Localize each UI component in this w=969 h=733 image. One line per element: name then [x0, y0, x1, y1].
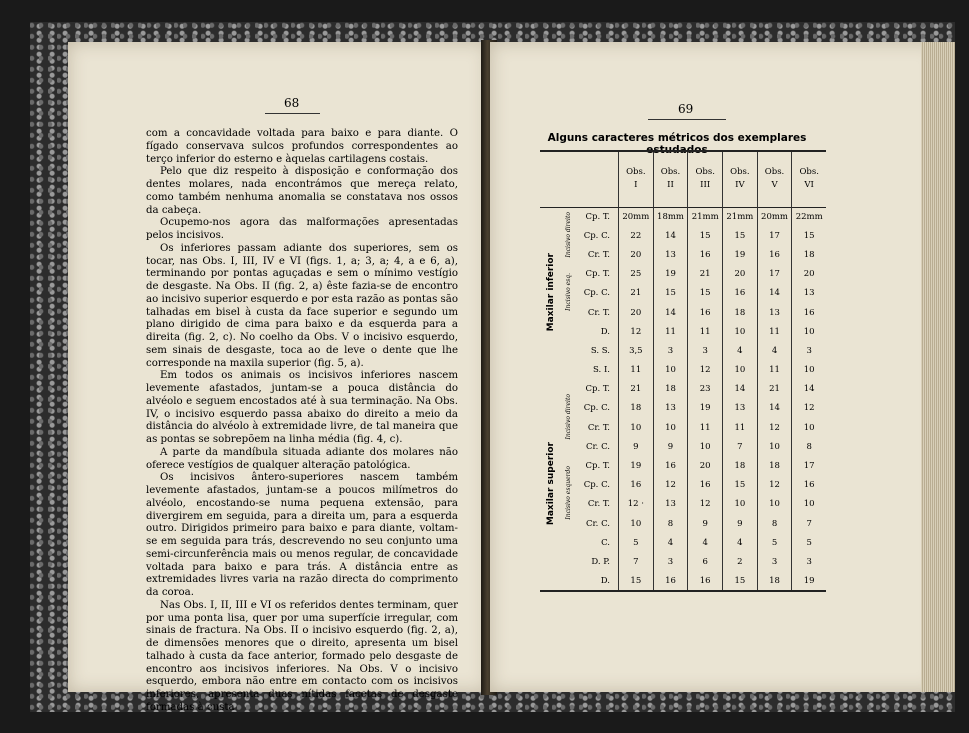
- table-cell: 13: [792, 284, 826, 303]
- table-cell: 4: [688, 533, 723, 552]
- left-page-body: [146, 128, 458, 715]
- table-cell: 11: [757, 322, 792, 341]
- row-label: C.: [601, 537, 610, 548]
- row-label: Cp. T.: [585, 211, 610, 222]
- page-number-rule-right: [648, 119, 726, 120]
- table-cell: 9: [723, 514, 758, 533]
- page-number-right: 69: [678, 102, 694, 116]
- table-cell: 15: [619, 572, 654, 591]
- table-cell: 11: [619, 361, 654, 380]
- row-label: Cr. T.: [587, 499, 610, 510]
- table-cell: 3: [653, 552, 688, 571]
- paragraph: Os inferiores passam adiante dos superiores, sem os tocar, nas Obs. I, III, IV e VI (figs. 1, a; 3, a; 4, a e 6, a), terminando por pontas aguçadas e sem o mínimo vestígio de desgaste. Na Obs. II (fig. 2, a) êste fazia-se de encontro ao incisivo superior esquerdo e por esta razão as pontas são talhadas em bisel à custa da face superior e segundo um plano dirigido de cima para baixo e da esquerda para a direita (fig. 2, c). No coelho da Obs. V o incisivo esquerdo, sem sinais de desgaste, toca ao de leve o dente que lhe corresponde na maxila superior (fig. 5, a).: [146, 242, 458, 369]
- table-cell: 20mm: [619, 207, 654, 226]
- table-cell: 7: [723, 437, 758, 456]
- paragraph: Pelo que diz respeito à disposição e conformação dos dentes molares, nada encontrámos que mereça relato, como também nenhuma anomalia se constatava nos ossos da cabeça.: [146, 166, 458, 216]
- table-cell: 18: [619, 399, 654, 418]
- row-label: Cp. C.: [583, 288, 610, 299]
- table-cell: 16: [757, 245, 792, 264]
- table-cell: 21: [619, 380, 654, 399]
- page-number-rule-left: [265, 113, 320, 114]
- table-cell: 12: [688, 361, 723, 380]
- table-row: [540, 437, 826, 456]
- table-cell: 15: [688, 226, 723, 245]
- table-cell: 9: [688, 514, 723, 533]
- metrics-table: [540, 150, 826, 592]
- table-cell: 16: [619, 476, 654, 495]
- table-cell: 12: [757, 418, 792, 437]
- table-cell: 25: [619, 265, 654, 284]
- table-row: [540, 265, 826, 284]
- table-cell: 17: [792, 456, 826, 475]
- table-cell: 12: [619, 322, 654, 341]
- table-cell: 6: [688, 552, 723, 571]
- paragraph: Ocupemo-nos agora das malformações apresentadas pelos incisivos.: [146, 217, 458, 241]
- page-edges: [921, 42, 955, 692]
- table-cell: 10: [792, 322, 826, 341]
- table-cell: 21: [688, 265, 723, 284]
- table-cell: 9: [653, 437, 688, 456]
- column-header: Obs. VI: [792, 151, 826, 207]
- table-cell: 21mm: [723, 207, 758, 226]
- row-label: Cp. T.: [585, 461, 610, 472]
- table-cell: 13: [723, 399, 758, 418]
- subgroup-label: Incisivo direito: [564, 393, 572, 440]
- table-cell: 14: [792, 380, 826, 399]
- table-cell: 17: [757, 265, 792, 284]
- row-label: S. I.: [593, 365, 610, 376]
- table-cell: 16: [688, 476, 723, 495]
- table-row: [540, 226, 826, 245]
- table-cell: 16: [688, 245, 723, 264]
- table-cell: 10: [688, 437, 723, 456]
- table-cell: 10: [653, 361, 688, 380]
- table-cell: 10: [619, 418, 654, 437]
- table-cell: 3: [653, 341, 688, 360]
- table-cell: 8: [792, 437, 826, 456]
- table-cell: 8: [757, 514, 792, 533]
- table-cell: 11: [653, 322, 688, 341]
- table-cell: 7: [619, 552, 654, 571]
- table-cell: 12 ·: [619, 495, 654, 514]
- table-row: [540, 456, 826, 475]
- table-cell: 3: [757, 552, 792, 571]
- table-cell: 10: [723, 495, 758, 514]
- table-cell: 14: [723, 380, 758, 399]
- table-cell: 4: [723, 341, 758, 360]
- table-cell: 19: [792, 572, 826, 591]
- column-header: Obs. V: [757, 151, 792, 207]
- table-cell: 11: [688, 322, 723, 341]
- table-cell: 21: [619, 284, 654, 303]
- table-cell: 3: [688, 341, 723, 360]
- table-cell: 22: [619, 226, 654, 245]
- table-cell: 18: [757, 456, 792, 475]
- table-cell: 16: [653, 456, 688, 475]
- row-label: D.: [600, 326, 610, 337]
- table-cell: 19: [723, 245, 758, 264]
- table-cell: 15: [792, 226, 826, 245]
- table-cell: 10: [792, 495, 826, 514]
- table-cell: 10: [757, 437, 792, 456]
- table-cell: 10: [723, 322, 758, 341]
- column-header: Obs. II: [653, 151, 688, 207]
- row-label: Cr. T.: [587, 249, 610, 260]
- table-cell: 16: [792, 476, 826, 495]
- table-cell: 10: [792, 361, 826, 380]
- row-label: S. S.: [590, 345, 610, 356]
- group-label-superior: Maxilar superior: [546, 441, 556, 525]
- table-cell: 15: [653, 284, 688, 303]
- paragraph: Os incisivos ântero-superiores nascem também levemente afastados, juntam-se a poucos milímetros do alvéolo, encostando-se numa pequena extensão, para divergirem em seguida, para a direita um, para a esquerda outro. Dirigidos primeiro para baixo e para diante, voltam-se em seguida para trás, descrevendo no seu conjunto uma semi-circunferência mais ou menos regular, de concavidade voltada para baixo e para trás. A distância entre as extremidades livres varia na razão directa do comprimento da coroa.: [146, 472, 458, 598]
- table-row: [540, 207, 826, 226]
- table-cell: 15: [723, 572, 758, 591]
- table-cell: 10: [723, 361, 758, 380]
- table-cell: 19: [653, 265, 688, 284]
- table-cell: 4: [757, 341, 792, 360]
- row-label: Cp. T.: [585, 269, 610, 280]
- table-cell: 21mm: [688, 207, 723, 226]
- table-cell: 15: [723, 476, 758, 495]
- table-cell: 15: [688, 284, 723, 303]
- table-cell: 10: [619, 514, 654, 533]
- table-cell: 11: [723, 418, 758, 437]
- table-row: [540, 572, 826, 591]
- table-cell: 11: [688, 418, 723, 437]
- table-cell: 23: [688, 380, 723, 399]
- table-cell: 18: [723, 456, 758, 475]
- table-cell: 18: [757, 572, 792, 591]
- table-row: [540, 322, 826, 341]
- table-cell: 19: [688, 399, 723, 418]
- table-cell: 14: [757, 399, 792, 418]
- paragraph: com a concavidade voltada para baixo e para diante. O fígado conservava sulcos profundos correspondentes ao terço inferior do esterno e àquelas cartilagens costais.: [146, 128, 458, 165]
- table-row: [540, 552, 826, 571]
- table-cell: 10: [653, 418, 688, 437]
- table-row: [540, 341, 826, 360]
- table-cell: 20: [688, 456, 723, 475]
- paragraph: Em todos os animais os incisivos inferiores nascem levemente afastados, juntam-se a pouca distância do alvéolo e seguem encostados até à sua terminação. Na Obs. IV, o incisivo esquerdo passa abaixo do direito a meio da distância do alvéolo à extremidade livre, de tal maneira que as pontas se sobrepõem na linha média (fig. 4, c).: [146, 370, 458, 445]
- table-cell: 13: [653, 245, 688, 264]
- row-label: Cr. T.: [587, 422, 610, 433]
- table-cell: 21: [757, 380, 792, 399]
- row-label: Cr. T.: [587, 307, 610, 318]
- table-cell: 18: [723, 303, 758, 322]
- table-cell: 20: [619, 245, 654, 264]
- table-cell: 12: [757, 476, 792, 495]
- column-header: Obs. I: [619, 151, 654, 207]
- table-cell: 5: [619, 533, 654, 552]
- paragraph: A parte da mandíbula situada adiante dos molares não oferece vestígios de qualquer alteração patológica.: [146, 446, 458, 471]
- table-cell: 5: [757, 533, 792, 552]
- table-title: Alguns caracteres métricos dos exemplares estudados: [547, 132, 807, 156]
- table-cell: 5: [792, 533, 826, 552]
- page-number-left: 68: [284, 96, 300, 110]
- table-cell: 10: [757, 495, 792, 514]
- table-cell: 4: [653, 533, 688, 552]
- table-cell: 13: [653, 495, 688, 514]
- table-cell: 14: [757, 284, 792, 303]
- table-cell: 20: [723, 265, 758, 284]
- table-cell: 14: [653, 226, 688, 245]
- table-row: [540, 303, 826, 322]
- table-cell: 16: [723, 284, 758, 303]
- table-cell: 13: [653, 399, 688, 418]
- table-cell: 9: [619, 437, 654, 456]
- table-row: [540, 399, 826, 418]
- table-row: [540, 418, 826, 437]
- table-cell: 20: [619, 303, 654, 322]
- table-row: [540, 533, 826, 552]
- table-cell: 19: [619, 456, 654, 475]
- table-cell: 20mm: [757, 207, 792, 226]
- table-cell: 12: [688, 495, 723, 514]
- table-cell: 16: [688, 303, 723, 322]
- table-cell: 11: [757, 361, 792, 380]
- table-cell: 12: [653, 476, 688, 495]
- table-row: [540, 245, 826, 264]
- subgroup-label: Incisivo direito: [564, 211, 572, 258]
- row-label: Cp. C.: [583, 480, 610, 491]
- row-label: Cp. C.: [583, 230, 610, 241]
- subgroup-label: Incisivo esq.: [564, 272, 572, 311]
- paragraph: Nas Obs. I, II, III e VI os referidos dentes terminam, quer por uma ponta lisa, quer por uma superfície irregular, com sinais de fractura. Na Obs. II o incisivo esquerdo (fig. 2, a), de dimensões menores que o direito, apresenta um bisel talhado à custa da face anterior, formado pelo desgaste de encontro aos incisivos inferiores. Na Obs. V o incisivo esquerdo, embora não entre em contacto com os incisivos inferiores, apresenta duas nítidas facetas de desgaste formadas à custa: [146, 599, 458, 713]
- table-row: [540, 284, 826, 303]
- group-label-inferior: Maxilar inferior: [546, 252, 556, 332]
- table-row: [540, 495, 826, 514]
- table-cell: 16: [653, 572, 688, 591]
- table-row: [540, 476, 826, 495]
- table-cell: 10: [792, 418, 826, 437]
- row-label: D.: [600, 575, 610, 586]
- table-cell: 16: [792, 303, 826, 322]
- table-cell: 3: [792, 341, 826, 360]
- table-cell: 22mm: [792, 207, 826, 226]
- table-cell: 8: [653, 514, 688, 533]
- table-cell: 13: [757, 303, 792, 322]
- row-label: Cp. T.: [585, 384, 610, 395]
- row-label: Cr. C.: [586, 518, 610, 529]
- column-header: Obs. III: [688, 151, 723, 207]
- table-cell: 16: [688, 572, 723, 591]
- table-cell: 12: [792, 399, 826, 418]
- column-header: Obs. IV: [723, 151, 758, 207]
- row-label: Cr. C.: [586, 441, 610, 452]
- table-cell: 3: [792, 552, 826, 571]
- subgroup-label: Incisivo esquerdo: [564, 466, 572, 521]
- row-label: D. P.: [591, 556, 610, 567]
- table-cell: 15: [723, 226, 758, 245]
- row-label: Cp. C.: [583, 403, 610, 414]
- table-cell: 18mm: [653, 207, 688, 226]
- table-row: [540, 514, 826, 533]
- table-cell: 18: [653, 380, 688, 399]
- table-cell: 3,5: [619, 341, 654, 360]
- table-cell: 2: [723, 552, 758, 571]
- table-cell: 20: [792, 265, 826, 284]
- table-row: [540, 361, 826, 380]
- table-cell: 7: [792, 514, 826, 533]
- table-cell: 14: [653, 303, 688, 322]
- table-row: [540, 380, 826, 399]
- table-cell: 4: [723, 533, 758, 552]
- table-cell: 17: [757, 226, 792, 245]
- table-cell: 18: [792, 245, 826, 264]
